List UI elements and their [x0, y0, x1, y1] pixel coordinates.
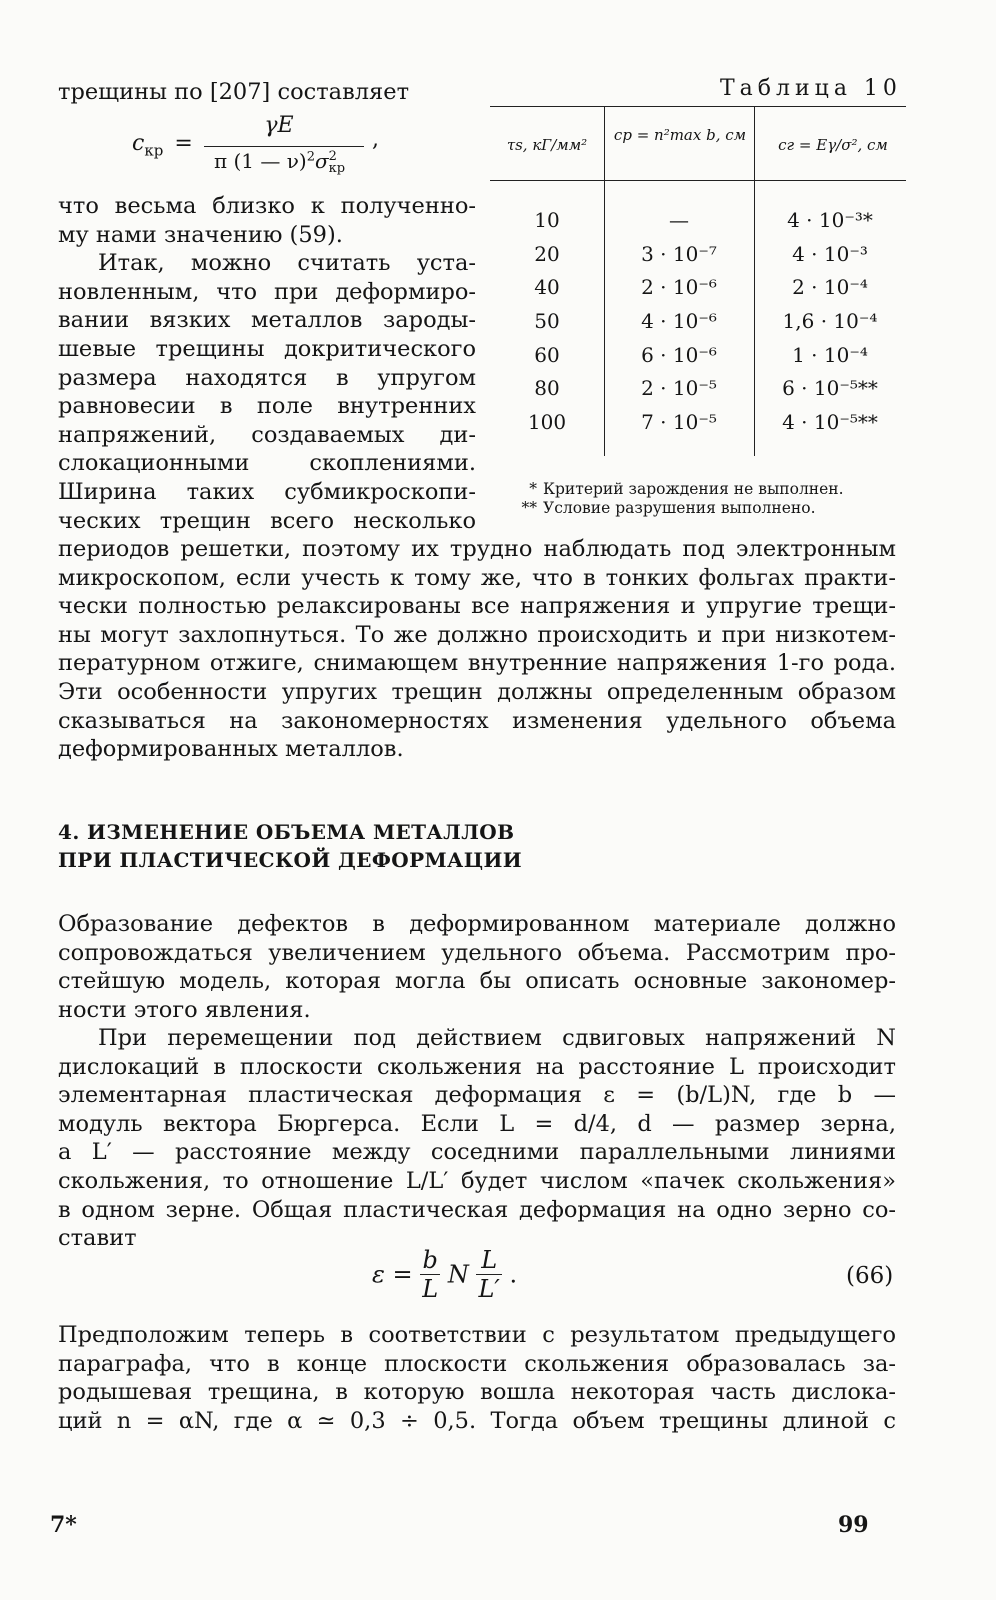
equation-lhs: ε = [372, 1260, 413, 1289]
table-cell: 4 · 10⁻⁶ [641, 309, 717, 334]
table-footnotes [505, 480, 844, 518]
formula-fraction-bar [204, 146, 364, 147]
data-table [490, 106, 906, 466]
paragraph-defects: Образование дефектов в деформированном материале должно сопровождаться увеличением удельного объема. Рассмотрим про- стейшую модель, которая могла бы описать основные закономер- ности этого явления. [58, 911, 896, 1023]
table-cell: 40 [534, 275, 560, 300]
left-paragraph-2: Итак, можно считать уста- новленным, что при деформиро- вании вязких металлов зароды- шевые трещины докритического размера находятся в упругом равновесии в поле внутренних напряжений, создаваемых ди- слокационными скоплениями. Ширина таких субмикроскопи- ческих трещин всего несколько [58, 250, 476, 534]
signature-mark: 7* [50, 1512, 77, 1538]
equation-fraction-2: $\frac{L}{L'}$ [478, 1246, 500, 1303]
table-cell: 2 · 10⁻⁶ [641, 275, 717, 300]
table-cell: 4 · 10⁻⁵** [782, 410, 878, 435]
table-cell: — [669, 208, 689, 232]
page-number: 99 [838, 1512, 869, 1538]
table-cell: 60 [534, 342, 560, 367]
equation-fraction-1: $\frac{b}{L}$ [422, 1246, 439, 1303]
table-cell: 7 · 10⁻⁵ [641, 410, 717, 435]
table-cell: 2 · 10⁻⁵ [641, 376, 717, 401]
formula-lhs: c [132, 131, 145, 156]
table-col-cp [604, 204, 754, 440]
table-cell: 4 · 10⁻³ [792, 241, 868, 266]
table-col-cg [754, 204, 906, 440]
table-header-stress: τs, кГ/мм² [506, 136, 588, 154]
formula-numerator: γE [264, 113, 294, 138]
table-header-cp: cр = n²max b, см [613, 126, 747, 144]
left-column-text [58, 192, 476, 535]
formula-equals: = [174, 131, 193, 156]
intro-line: трещины по [207] составляет [58, 79, 410, 105]
table-col-stress [490, 204, 604, 440]
table-cell: 1 · 10⁻⁴ [792, 342, 868, 367]
table-cell: 3 · 10⁻⁷ [641, 241, 717, 266]
paragraph-crack-volume: Предположим теперь в соответствии с результатом предыдущего параграфа, что в конце плоскости скольжения образовалась за- родышевая трещина, в которую вошла некоторая часть дислока- ций n = αN, где α ≃ 0,3 ÷ 0,5. Тогда объем трещины длиной c [58, 1322, 896, 1434]
table-cell: 2 · 10⁻⁴ [792, 275, 868, 300]
formula-critical-crack [132, 113, 432, 183]
table-caption: Таблица 10 [720, 76, 902, 101]
paragraph-continuation: периодов решетки, поэтому их трудно наблюдать под электронным микроскопом, если учесть к тому же, что в тонких фольгах практи- чески полностью релаксированы все напряжения и упругие трещи- ны могут захлопнуться. То же должно происходить и при низкотем- пературном отжиге, снимающем внутренние напряжения 1-го рода. Эти особенности упругих трещин должны определенным образом сказываться на закономерностях изменения удельного объема деформированных металлов. [58, 536, 896, 763]
table-cell: 6 · 10⁻⁵** [782, 376, 878, 401]
formula-denominator: π (1 — ν)$^2$σ 2 кр [214, 148, 346, 176]
paragraph-dislocations: При перемещении под действием сдвиговых напряжений N дислокаций в плоскости скольжения на расстояние L происходит элементарная пластическая деформация ε = (b/L)N, где b — модуль вектора Бюргерса. Если L = d/4, d — размер зерна, а L′ — расстояние между соседними параллельными линиями скольжения, то отношение L/L′ будет числом «пачек скольжения» в одном зерне. Общая пластическая деформация на одно зерно со- ставит [58, 1025, 896, 1252]
table-top-rule [490, 106, 906, 107]
left-paragraph-1: что весьма близко к полученно- му нами значению (59). [58, 193, 476, 248]
table-header-rule [490, 180, 906, 181]
table-footnote-1: * Критерий зарождения не выполнен. [529, 480, 844, 498]
table-cell: 1,6 · 10⁻⁴ [782, 309, 878, 334]
table-cell: 80 [534, 376, 560, 401]
equation-number: (66) [846, 1263, 894, 1289]
table-cell: 100 [527, 410, 567, 435]
formula-lhs-sub: кр [144, 141, 164, 160]
table-cell: 6 · 10⁻⁶ [641, 342, 717, 367]
table-header-cg: cг = Eγ/σ², см [778, 136, 888, 154]
table-cell: 20 [534, 241, 560, 266]
table-footnote-2: ** Условие разрушения выполнено. [521, 499, 816, 517]
equation-trailing: . [509, 1260, 518, 1289]
equation-mid: N [447, 1260, 469, 1289]
table-cell: 10 [534, 208, 560, 232]
table-cell: 50 [534, 309, 560, 334]
section-heading: 4. ИЗМЕНЕНИЕ ОБЪЕМА МЕТАЛЛОВ ПРИ ПЛАСТИЧЕСКОЙ ДЕФОРМАЦИИ [58, 820, 523, 872]
formula-trailing: , [372, 127, 379, 152]
table-cell: 4 · 10⁻³* [787, 208, 873, 232]
